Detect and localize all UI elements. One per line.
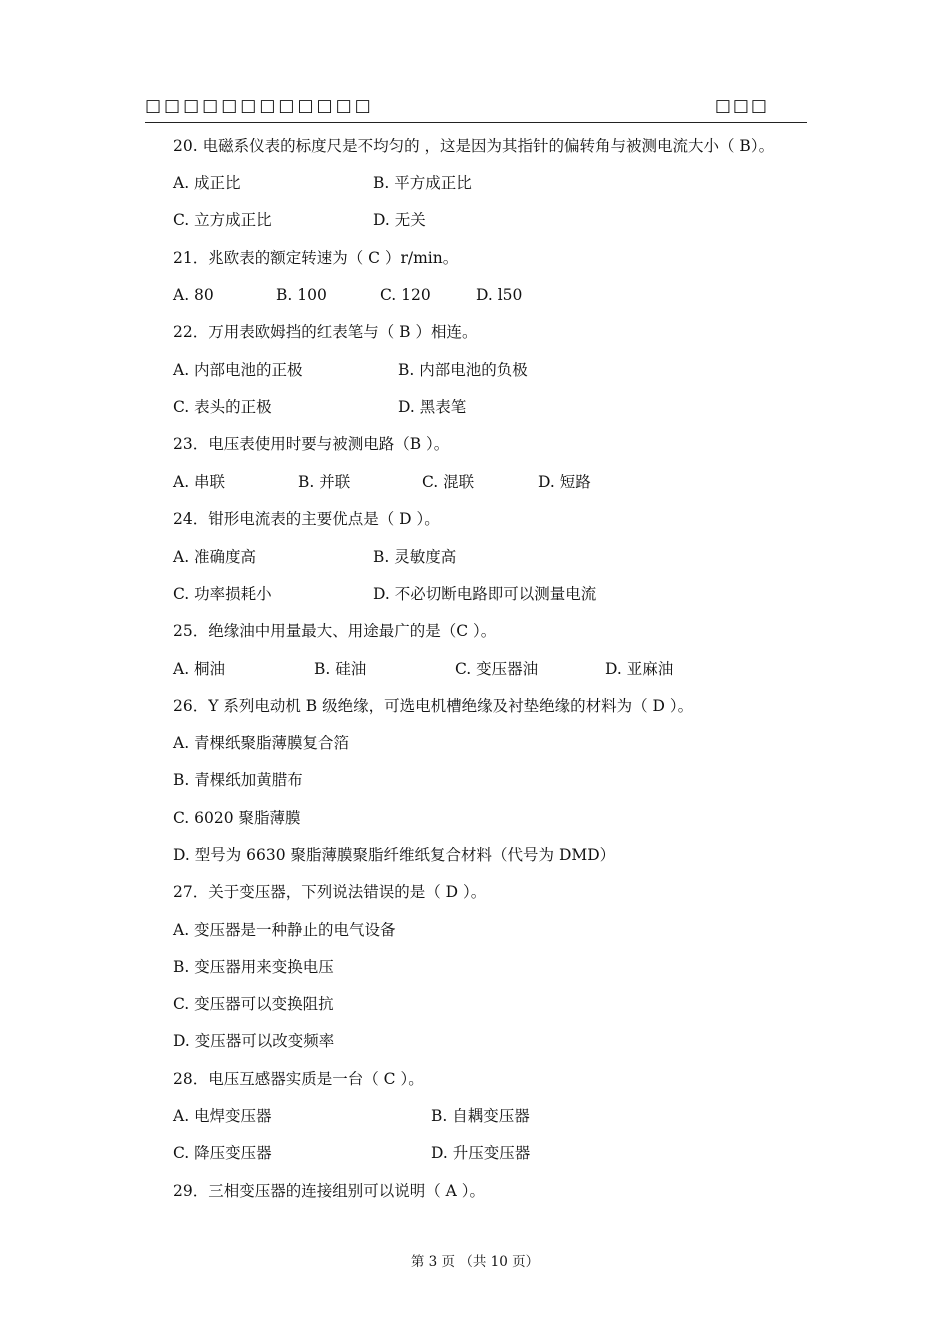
question-stem: 21．兆欧表的额定转速为（ C ）r/min。: [173, 249, 459, 267]
option-a: A. 青棵纸聚脂薄膜复合箔: [173, 734, 350, 752]
option-c: C. 降压变压器: [173, 1144, 272, 1162]
header-right-text: □□□: [714, 96, 769, 116]
option-a: A. 变压器是一种静止的电气设备: [173, 921, 396, 939]
option-d: D. 黑表笔: [398, 398, 467, 416]
option-d: D. 型号为 6630 聚脂薄膜聚脂纤维纸复合材料（代号为 DMD）: [173, 846, 616, 864]
question-stem: 24．钳形电流表的主要优点是（ D ）。: [173, 510, 440, 528]
option-d: D. 不必切断电路即可以测量电流: [373, 585, 597, 603]
question-stem: 26．Y 系列电动机 B 级绝缘，可选电机槽绝缘及衬垫绝缘的材料为（ D ）。: [173, 697, 694, 715]
option-b: B. 100: [276, 286, 327, 304]
option-a: A. 内部电池的正极: [173, 361, 303, 379]
option-b: B. 灵敏度高: [373, 548, 457, 566]
option-a: A. 串联: [173, 473, 226, 491]
option-b: B. 并联: [298, 473, 351, 491]
option-d: D. 亚麻油: [605, 660, 674, 678]
option-b: B. 自耦变压器: [431, 1107, 530, 1125]
page-footer: 第 3 页 （共 10 页）: [410, 1254, 540, 1270]
question-stem: 23．电压表使用时要与被测电路（B ）。: [173, 435, 450, 453]
option-c: C. 立方成正比: [173, 211, 272, 229]
option-b: B. 平方成正比: [373, 174, 472, 192]
option-a: A. 准确度高: [173, 548, 257, 566]
option-d: D. l50: [476, 286, 523, 304]
option-a: A. 电焊变压器: [173, 1107, 272, 1125]
option-c: C. 变压器油: [455, 660, 539, 678]
option-c: C. 功率损耗小: [173, 585, 272, 603]
option-c: C. 120: [380, 286, 431, 304]
option-d: D. 升压变压器: [431, 1144, 531, 1162]
option-b: B. 变压器用来变换电压: [173, 958, 334, 976]
option-d: D. 无关: [373, 211, 426, 229]
option-a: A. 80: [173, 286, 214, 304]
question-stem: 25．绝缘油中用量最大、用途最广的是（C ）。: [173, 622, 497, 640]
option-c: C. 混联: [422, 473, 475, 491]
option-c: C. 6020 聚脂薄膜: [173, 809, 301, 827]
header-title: □□□□□□□□□□□□: [145, 96, 374, 116]
option-b: B. 青棵纸加黄腊布: [173, 771, 303, 789]
page-header: [145, 96, 807, 123]
option-d: D. 变压器可以改变频率: [173, 1032, 335, 1050]
option-c: C. 变压器可以变换阻抗: [173, 995, 334, 1013]
option-a: A. 桐油: [173, 660, 226, 678]
option-b: B. 内部电池的负极: [398, 361, 528, 379]
option-d: D. 短路: [538, 473, 591, 491]
option-c: C. 表头的正极: [173, 398, 272, 416]
question-stem: 22．万用表欧姆挡的红表笔与（ B ）相连。: [173, 323, 478, 341]
question-stem: 28．电压互感器实质是一台（ C ）。: [173, 1070, 424, 1088]
question-stem: 20. 电磁系仪表的标度尺是不均匀的 ，这是因为其指针的偏转角与被测电流大小（ B）。: [173, 137, 775, 155]
option-b: B. 硅油: [314, 660, 367, 678]
option-a: A. 成正比: [173, 174, 241, 192]
question-stem: 29．三相变压器的连接组别可以说明（ A ）。: [173, 1182, 486, 1200]
question-stem: 27．关于变压器，下列说法错误的是（ D ）。: [173, 883, 487, 901]
